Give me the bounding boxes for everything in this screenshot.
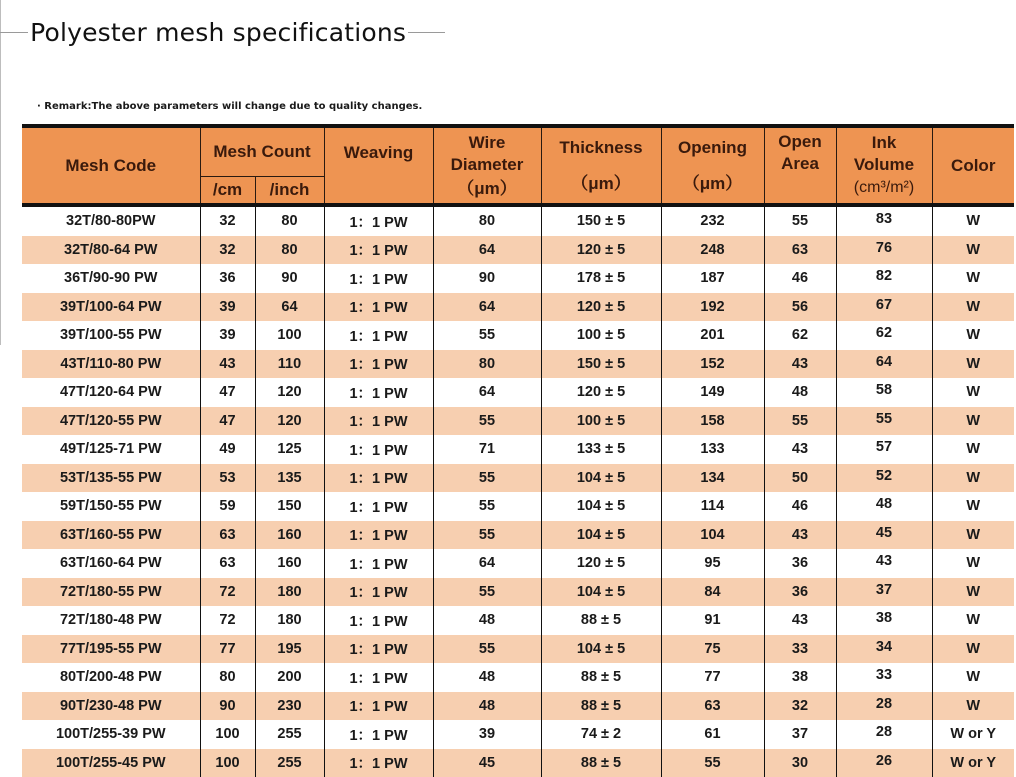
table-row xyxy=(22,205,1014,236)
cell-count-cm: 32 xyxy=(200,205,255,236)
cell-ink-volume: 37 xyxy=(836,578,932,607)
cell-count-inch: 120 xyxy=(255,378,324,407)
header-thickness-unit: （μm） xyxy=(542,173,661,195)
cell-count-inch: 125 xyxy=(255,435,324,464)
cell-open-area: 43 xyxy=(764,350,836,379)
cell-count-inch: 255 xyxy=(255,749,324,777)
cell-count-cm: 47 xyxy=(200,378,255,407)
cell-opening: 95 xyxy=(661,549,764,578)
cell-wire-diameter: 64 xyxy=(433,549,541,578)
cell-color: W xyxy=(932,321,1014,350)
cell-wire-diameter: 45 xyxy=(433,749,541,777)
cell-ink-volume: 48 xyxy=(836,492,932,521)
cell-mesh-code: 49T/125-71 PW xyxy=(22,435,200,464)
cell-thickness: 88 ± 5 xyxy=(541,692,661,721)
cell-color: W xyxy=(932,350,1014,379)
cell-ink-volume: 62 xyxy=(836,321,932,350)
cell-ink-volume: 45 xyxy=(836,521,932,550)
cell-thickness: 133 ± 5 xyxy=(541,435,661,464)
table-row xyxy=(22,350,1014,379)
title-rule-right xyxy=(408,32,445,33)
cell-weaving: 1：1 PW xyxy=(324,236,433,265)
remark-note: · Remark:The above parameters will change due to quality changes. xyxy=(37,101,422,112)
cell-color: W xyxy=(932,264,1014,293)
cell-count-inch: 200 xyxy=(255,663,324,692)
table-row xyxy=(22,692,1014,721)
cell-open-area: 30 xyxy=(764,749,836,777)
cell-color: W xyxy=(932,205,1014,236)
cell-open-area: 36 xyxy=(764,549,836,578)
cell-thickness: 150 ± 5 xyxy=(541,205,661,236)
cell-open-area: 36 xyxy=(764,578,836,607)
cell-count-cm: 39 xyxy=(200,321,255,350)
title-block xyxy=(0,14,445,50)
cell-count-cm: 63 xyxy=(200,549,255,578)
header-open-area-line2: Area xyxy=(781,154,819,173)
cell-wire-diameter: 55 xyxy=(433,492,541,521)
cell-count-inch: 230 xyxy=(255,692,324,721)
cell-color: W xyxy=(932,293,1014,322)
cell-weaving: 1：1 PW xyxy=(324,492,433,521)
cell-open-area: 62 xyxy=(764,321,836,350)
cell-color: W or Y xyxy=(932,749,1014,777)
header-thickness-label: Thickness xyxy=(559,138,642,157)
cell-mesh-code: 32T/80-80PW xyxy=(22,205,200,236)
cell-thickness: 120 ± 5 xyxy=(541,236,661,265)
cell-weaving: 1：1 PW xyxy=(324,749,433,777)
table-row xyxy=(22,407,1014,436)
cell-opening: 133 xyxy=(661,435,764,464)
cell-ink-volume: 58 xyxy=(836,378,932,407)
cell-count-inch: 120 xyxy=(255,407,324,436)
cell-mesh-code: 63T/160-55 PW xyxy=(22,521,200,550)
cell-color: W xyxy=(932,663,1014,692)
header-ink-volume-line2: Volume xyxy=(854,155,914,174)
cell-ink-volume: 43 xyxy=(836,549,932,578)
cell-ink-volume: 76 xyxy=(836,236,932,265)
cell-wire-diameter: 71 xyxy=(433,435,541,464)
cell-opening: 158 xyxy=(661,407,764,436)
table-row xyxy=(22,464,1014,493)
page-title: Polyester mesh specifications xyxy=(28,18,408,47)
cell-opening: 134 xyxy=(661,464,764,493)
cell-weaving: 1：1 PW xyxy=(324,549,433,578)
cell-weaving: 1：1 PW xyxy=(324,350,433,379)
cell-count-inch: 64 xyxy=(255,293,324,322)
cell-mesh-code: 63T/160-64 PW xyxy=(22,549,200,578)
cell-thickness: 178 ± 5 xyxy=(541,264,661,293)
cell-count-cm: 53 xyxy=(200,464,255,493)
cell-color: W xyxy=(932,635,1014,664)
cell-opening: 201 xyxy=(661,321,764,350)
table-row xyxy=(22,378,1014,407)
cell-thickness: 120 ± 5 xyxy=(541,549,661,578)
cell-opening: 84 xyxy=(661,578,764,607)
cell-count-cm: 100 xyxy=(200,749,255,777)
cell-count-cm: 100 xyxy=(200,720,255,749)
cell-mesh-code: 39T/100-55 PW xyxy=(22,321,200,350)
cell-thickness: 74 ± 2 xyxy=(541,720,661,749)
cell-opening: 187 xyxy=(661,264,764,293)
cell-opening: 149 xyxy=(661,378,764,407)
cell-mesh-code: 47T/120-55 PW xyxy=(22,407,200,436)
cell-weaving: 1：1 PW xyxy=(324,692,433,721)
cell-open-area: 48 xyxy=(764,378,836,407)
table-row xyxy=(22,293,1014,322)
cell-color: W xyxy=(932,692,1014,721)
cell-count-cm: 36 xyxy=(200,264,255,293)
table-row xyxy=(22,435,1014,464)
cell-wire-diameter: 55 xyxy=(433,321,541,350)
cell-count-cm: 32 xyxy=(200,236,255,265)
table-row xyxy=(22,264,1014,293)
cell-count-inch: 160 xyxy=(255,521,324,550)
table-row xyxy=(22,663,1014,692)
table-row xyxy=(22,720,1014,749)
cell-opening: 114 xyxy=(661,492,764,521)
cell-open-area: 37 xyxy=(764,720,836,749)
cell-ink-volume: 28 xyxy=(836,692,932,721)
cell-ink-volume: 64 xyxy=(836,350,932,379)
cell-ink-volume: 67 xyxy=(836,293,932,322)
cell-opening: 75 xyxy=(661,635,764,664)
cell-thickness: 104 ± 5 xyxy=(541,635,661,664)
cell-open-area: 32 xyxy=(764,692,836,721)
cell-opening: 152 xyxy=(661,350,764,379)
cell-color: W xyxy=(932,378,1014,407)
cell-ink-volume: 33 xyxy=(836,663,932,692)
cell-count-inch: 160 xyxy=(255,549,324,578)
cell-thickness: 104 ± 5 xyxy=(541,492,661,521)
cell-count-cm: 39 xyxy=(200,293,255,322)
cell-weaving: 1：1 PW xyxy=(324,606,433,635)
table-row xyxy=(22,492,1014,521)
cell-count-cm: 43 xyxy=(200,350,255,379)
cell-open-area: 50 xyxy=(764,464,836,493)
cell-ink-volume: 28 xyxy=(836,720,932,749)
cell-mesh-code: 90T/230-48 PW xyxy=(22,692,200,721)
table-row xyxy=(22,549,1014,578)
cell-count-inch: 80 xyxy=(255,236,324,265)
cell-color: W xyxy=(932,236,1014,265)
header-wire-diameter-line1: Wire xyxy=(469,133,506,152)
cell-opening: 91 xyxy=(661,606,764,635)
title-rule-left xyxy=(0,32,28,33)
header-mesh-count: Mesh Count xyxy=(200,126,324,177)
cell-thickness: 120 ± 5 xyxy=(541,378,661,407)
cell-wire-diameter: 64 xyxy=(433,378,541,407)
cell-color: W xyxy=(932,521,1014,550)
cell-wire-diameter: 48 xyxy=(433,692,541,721)
cell-opening: 104 xyxy=(661,521,764,550)
cell-opening: 63 xyxy=(661,692,764,721)
cell-ink-volume: 83 xyxy=(836,205,932,236)
cell-thickness: 100 ± 5 xyxy=(541,407,661,436)
cell-thickness: 88 ± 5 xyxy=(541,663,661,692)
cell-mesh-code: 53T/135-55 PW xyxy=(22,464,200,493)
cell-thickness: 150 ± 5 xyxy=(541,350,661,379)
cell-weaving: 1：1 PW xyxy=(324,205,433,236)
header-ink-volume-unit: (cm³/m²) xyxy=(837,177,932,199)
header-mesh-code: Mesh Code xyxy=(22,126,200,205)
cell-open-area: 46 xyxy=(764,264,836,293)
cell-color: W xyxy=(932,492,1014,521)
cell-mesh-code: 72T/180-55 PW xyxy=(22,578,200,607)
cell-wire-diameter: 48 xyxy=(433,606,541,635)
cell-opening: 61 xyxy=(661,720,764,749)
cell-mesh-code: 100T/255-39 PW xyxy=(22,720,200,749)
cell-wire-diameter: 55 xyxy=(433,521,541,550)
cell-count-inch: 110 xyxy=(255,350,324,379)
cell-ink-volume: 34 xyxy=(836,635,932,664)
cell-count-inch: 180 xyxy=(255,606,324,635)
cell-count-cm: 80 xyxy=(200,663,255,692)
cell-weaving: 1：1 PW xyxy=(324,435,433,464)
cell-wire-diameter: 48 xyxy=(433,663,541,692)
cell-open-area: 56 xyxy=(764,293,836,322)
cell-weaving: 1：1 PW xyxy=(324,720,433,749)
cell-open-area: 38 xyxy=(764,663,836,692)
header-opening-unit: （μm） xyxy=(662,173,764,195)
cell-thickness: 88 ± 5 xyxy=(541,606,661,635)
cell-count-inch: 150 xyxy=(255,492,324,521)
cell-count-inch: 180 xyxy=(255,578,324,607)
header-open-area-line1: Open xyxy=(778,132,821,151)
cell-thickness: 120 ± 5 xyxy=(541,293,661,322)
table-row xyxy=(22,606,1014,635)
cell-weaving: 1：1 PW xyxy=(324,663,433,692)
cell-thickness: 104 ± 5 xyxy=(541,464,661,493)
cell-count-inch: 80 xyxy=(255,205,324,236)
cell-count-cm: 90 xyxy=(200,692,255,721)
cell-count-cm: 49 xyxy=(200,435,255,464)
cell-weaving: 1：1 PW xyxy=(324,293,433,322)
header-wire-diameter xyxy=(433,126,541,205)
cell-wire-diameter: 80 xyxy=(433,205,541,236)
cell-ink-volume: 82 xyxy=(836,264,932,293)
cell-thickness: 104 ± 5 xyxy=(541,578,661,607)
cell-count-cm: 59 xyxy=(200,492,255,521)
table-row xyxy=(22,635,1014,664)
cell-color: W xyxy=(932,464,1014,493)
cell-open-area: 63 xyxy=(764,236,836,265)
cell-mesh-code: 77T/195-55 PW xyxy=(22,635,200,664)
cell-weaving: 1：1 PW xyxy=(324,264,433,293)
cell-open-area: 43 xyxy=(764,606,836,635)
table-row xyxy=(22,236,1014,265)
cell-mesh-code: 36T/90-90 PW xyxy=(22,264,200,293)
header-wire-diameter-unit: （μm） xyxy=(434,178,541,200)
table-body xyxy=(22,205,1014,777)
table-row xyxy=(22,521,1014,550)
cell-mesh-code: 47T/120-64 PW xyxy=(22,378,200,407)
cell-open-area: 33 xyxy=(764,635,836,664)
cell-color: W xyxy=(932,578,1014,607)
table-row xyxy=(22,578,1014,607)
cell-wire-diameter: 55 xyxy=(433,578,541,607)
cell-color: W xyxy=(932,435,1014,464)
cell-weaving: 1：1 PW xyxy=(324,407,433,436)
cell-mesh-code: 43T/110-80 PW xyxy=(22,350,200,379)
cell-count-inch: 195 xyxy=(255,635,324,664)
header-open-area xyxy=(764,126,836,205)
cell-count-inch: 90 xyxy=(255,264,324,293)
cell-wire-diameter: 64 xyxy=(433,293,541,322)
header-weaving: Weaving xyxy=(324,126,433,205)
cell-weaving: 1：1 PW xyxy=(324,635,433,664)
cell-mesh-code: 39T/100-64 PW xyxy=(22,293,200,322)
left-border-rule xyxy=(0,0,1,345)
cell-mesh-code: 72T/180-48 PW xyxy=(22,606,200,635)
cell-opening: 77 xyxy=(661,663,764,692)
cell-count-cm: 72 xyxy=(200,578,255,607)
cell-wire-diameter: 55 xyxy=(433,407,541,436)
cell-wire-diameter: 80 xyxy=(433,350,541,379)
cell-wire-diameter: 39 xyxy=(433,720,541,749)
cell-thickness: 104 ± 5 xyxy=(541,521,661,550)
cell-color: W xyxy=(932,407,1014,436)
header-wire-diameter-line2: Diameter xyxy=(451,155,524,174)
cell-ink-volume: 38 xyxy=(836,606,932,635)
cell-weaving: 1：1 PW xyxy=(324,464,433,493)
mesh-spec-table xyxy=(22,124,1014,777)
cell-wire-diameter: 90 xyxy=(433,264,541,293)
cell-color: W xyxy=(932,549,1014,578)
header-opening xyxy=(661,126,764,205)
cell-weaving: 1：1 PW xyxy=(324,521,433,550)
cell-mesh-code: 100T/255-45 PW xyxy=(22,749,200,777)
cell-opening: 248 xyxy=(661,236,764,265)
cell-mesh-code: 32T/80-64 PW xyxy=(22,236,200,265)
cell-opening: 55 xyxy=(661,749,764,777)
cell-ink-volume: 55 xyxy=(836,407,932,436)
cell-weaving: 1：1 PW xyxy=(324,378,433,407)
header-per-inch: /inch xyxy=(255,177,324,206)
cell-mesh-code: 59T/150-55 PW xyxy=(22,492,200,521)
cell-color: W xyxy=(932,606,1014,635)
table-row xyxy=(22,321,1014,350)
header-opening-label: Opening xyxy=(678,138,747,157)
cell-thickness: 100 ± 5 xyxy=(541,321,661,350)
cell-open-area: 43 xyxy=(764,521,836,550)
header-ink-volume-line1: Ink xyxy=(872,133,897,152)
cell-opening: 232 xyxy=(661,205,764,236)
cell-count-cm: 72 xyxy=(200,606,255,635)
cell-open-area: 46 xyxy=(764,492,836,521)
cell-weaving: 1：1 PW xyxy=(324,321,433,350)
cell-ink-volume: 57 xyxy=(836,435,932,464)
cell-open-area: 55 xyxy=(764,205,836,236)
cell-opening: 192 xyxy=(661,293,764,322)
cell-ink-volume: 26 xyxy=(836,749,932,777)
cell-count-inch: 135 xyxy=(255,464,324,493)
cell-weaving: 1：1 PW xyxy=(324,578,433,607)
cell-count-cm: 47 xyxy=(200,407,255,436)
cell-count-cm: 63 xyxy=(200,521,255,550)
header-thickness xyxy=(541,126,661,205)
cell-count-cm: 77 xyxy=(200,635,255,664)
cell-count-inch: 255 xyxy=(255,720,324,749)
cell-ink-volume: 52 xyxy=(836,464,932,493)
cell-color: W or Y xyxy=(932,720,1014,749)
cell-count-inch: 100 xyxy=(255,321,324,350)
table-row xyxy=(22,749,1014,777)
cell-thickness: 88 ± 5 xyxy=(541,749,661,777)
cell-wire-diameter: 64 xyxy=(433,236,541,265)
header-color: Color xyxy=(932,126,1014,205)
cell-open-area: 43 xyxy=(764,435,836,464)
cell-mesh-code: 80T/200-48 PW xyxy=(22,663,200,692)
cell-wire-diameter: 55 xyxy=(433,635,541,664)
cell-open-area: 55 xyxy=(764,407,836,436)
cell-wire-diameter: 55 xyxy=(433,464,541,493)
header-per-cm: /cm xyxy=(200,177,255,206)
header-ink-volume xyxy=(836,126,932,205)
